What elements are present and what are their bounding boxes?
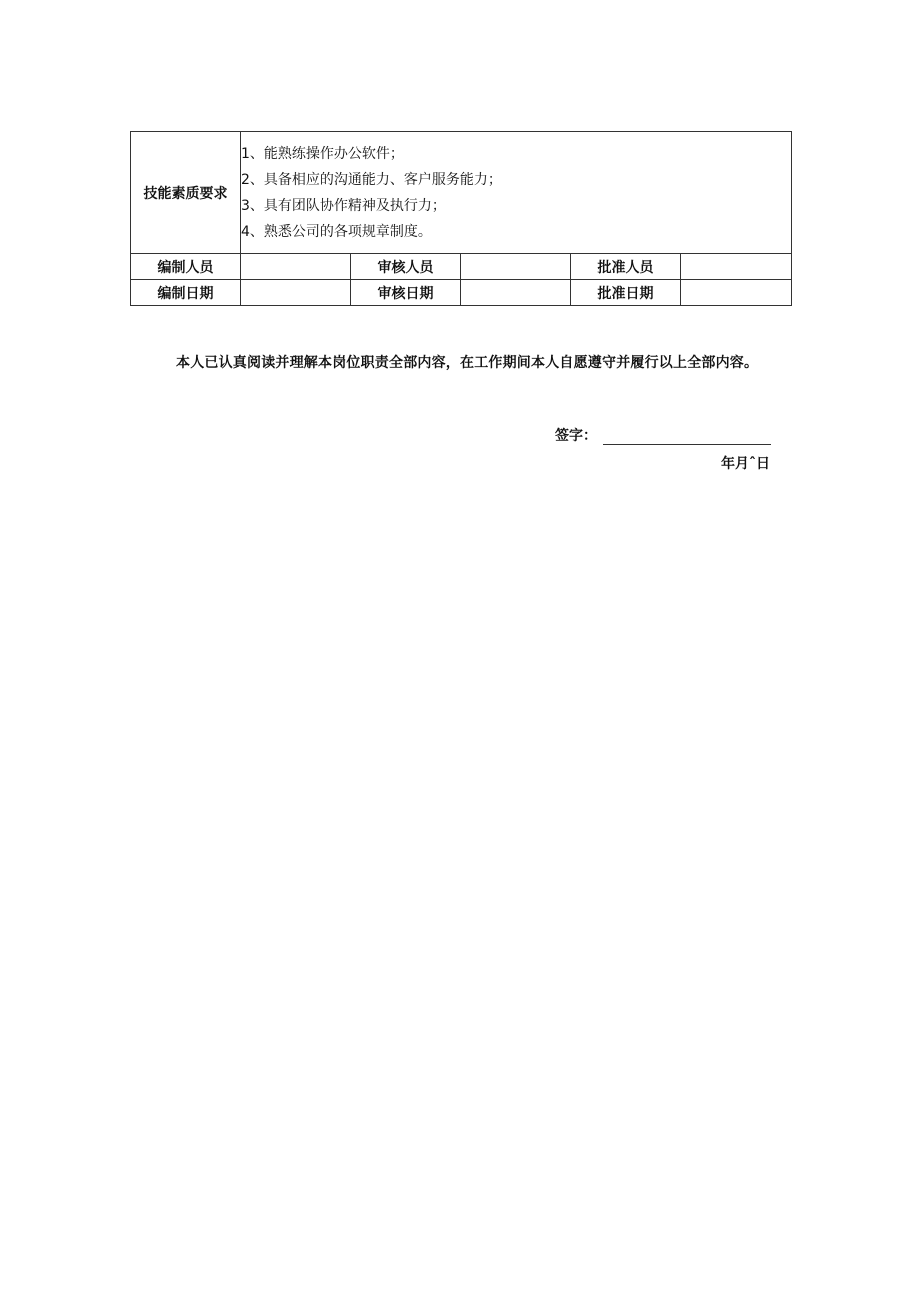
- signature-date: 年月ˆ日: [721, 456, 770, 472]
- skill-item: 1、能熟练操作办公软件；: [241, 145, 404, 162]
- compile-date-field[interactable]: [241, 280, 351, 306]
- compile-date-label: 编制日期: [131, 280, 241, 306]
- approve-date-field[interactable]: [681, 280, 792, 306]
- compiler-label: 编制人员: [131, 254, 241, 280]
- approver-label: 批准人员: [571, 254, 681, 280]
- job-responsibility-table: [130, 131, 792, 306]
- skill-requirements-content: [241, 132, 792, 254]
- skill-item: 3、具有团队协作精神及执行力；: [241, 197, 446, 214]
- skill-item: 2、具备相应的沟通能力、客户服务能力；: [241, 171, 502, 188]
- signature-label: 签字：: [555, 428, 597, 444]
- signature-field[interactable]: [603, 426, 771, 445]
- approver-field[interactable]: [681, 254, 792, 280]
- personnel-row: [131, 254, 792, 280]
- approve-date-label: 批准日期: [571, 280, 681, 306]
- skill-item: 4、熟悉公司的各项规章制度。: [241, 223, 432, 240]
- signature-row: [555, 425, 771, 445]
- acknowledgement-statement: 本人已认真阅读并理解本岗位职责全部内容，在工作期间本人自愿遵守并履行以上全部内容。: [176, 355, 759, 371]
- dates-row: [131, 280, 792, 306]
- review-date-field[interactable]: [461, 280, 571, 306]
- reviewer-label: 审核人员: [351, 254, 461, 280]
- compiler-field[interactable]: [241, 254, 351, 280]
- review-date-label: 审核日期: [351, 280, 461, 306]
- reviewer-field[interactable]: [461, 254, 571, 280]
- skill-requirements-label: 技能素质要求: [131, 132, 241, 254]
- skill-requirements-row: [131, 132, 792, 254]
